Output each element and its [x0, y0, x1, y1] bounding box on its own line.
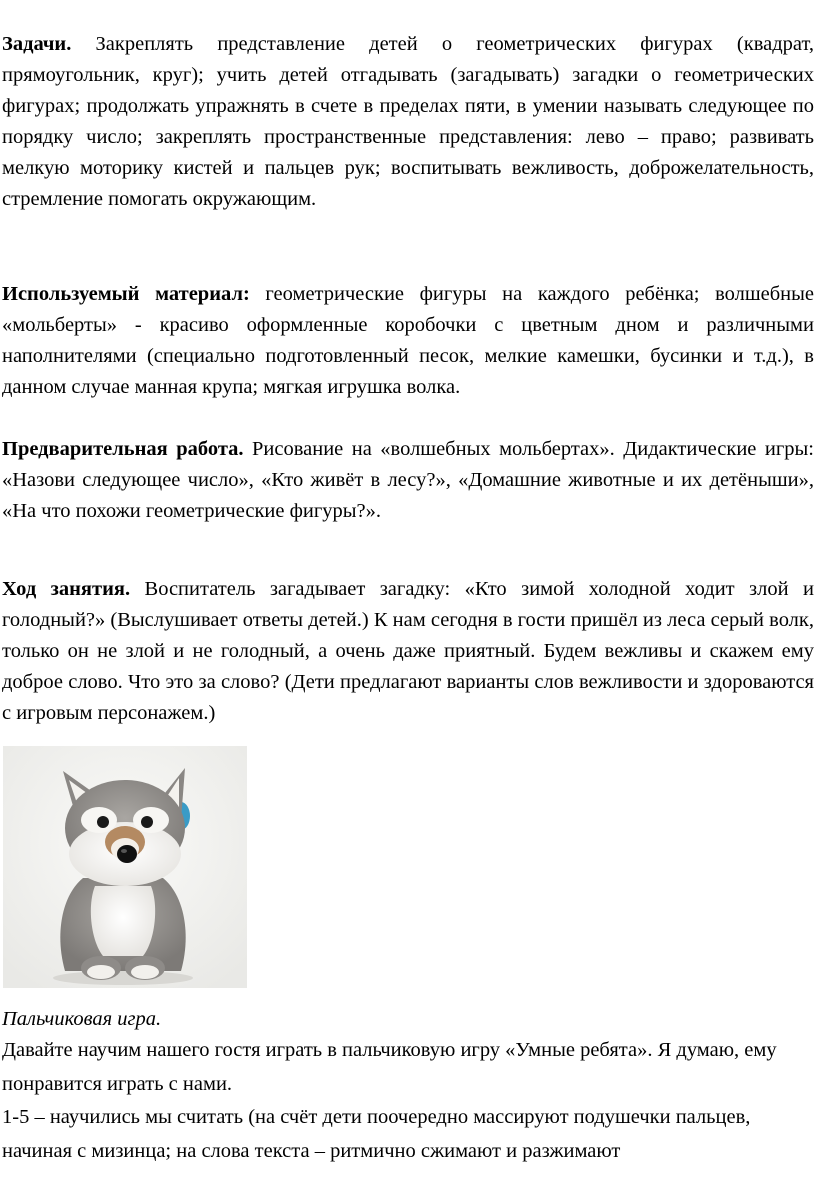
material-text: геометрические фигуры на каждого ребёнка; волшебные «мольберты» - красиво оформленные коробочки с цветным дном и различными наполнителями (специально подготовленный песок, мелкие камешки, бусинки и т.д.), в данном случае манная крупа; мягкая игрушка волка. [2, 283, 814, 398]
preliminary-text: Рисование на «волшебных мольбертах». Дидактические игры: «Назови следующее число», «Кто живёт в лесу?», «Домашние животные и их детёныши», «На что похожи геометрические фигуры?». [2, 438, 814, 522]
wolf-toy-photo [3, 746, 247, 988]
tasks-heading: Задачи. [2, 33, 72, 55]
paragraph-lesson [2, 574, 814, 729]
finger-game-caption: Пальчиковая игра. [2, 1008, 162, 1030]
material-heading: Используемый материал: [2, 283, 250, 305]
game-intro-text: Давайте научим нашего гостя играть в пальчиковую игру «Умные ребята». Я думаю, ему понравится играть с нами. [2, 1039, 777, 1095]
paragraph-material [2, 279, 814, 403]
game-line-text: 1-5 – научились мы считать (на счёт дети поочередно массируют подушечки пальцев, начиная с мизинца; на слова текста – ритмично сжимают и разжимают [2, 1106, 751, 1162]
lesson-text: Воспитатель загадывает загадку: «Кто зимой холодной ходит злой и голодный?» (Выслушивает ответы детей.) К нам сегодня в гости пришёл из леса серый волк, только он не злой и не голодный, а очень даже приятный. Будем вежливы и скажем ему доброе слово. Что это за слово? (Дети предлагают варианты слов вежливости и здороваются с игровым персонажем.) [2, 578, 814, 724]
preliminary-heading: Предварительная работа. [2, 438, 244, 460]
lesson-heading: Ход занятия. [2, 578, 131, 600]
paragraph-tasks [2, 29, 814, 215]
paragraph-preliminary [2, 434, 814, 527]
tasks-text: Закреплять представление детей о геометрических фигурах (квадрат, прямоугольник, круг); учить детей отгадывать (загадывать) загадки о геометрических фигурах; продолжать упражнять в счете в пределах пяти, в умении называть следующее по порядку число; закреплять пространственные представления: лево – право; развивать мелкую моторику кистей и пальцев рук; воспитывать вежливость, доброжелательность, стремление помогать окружающим. [2, 33, 814, 210]
plush-wolf-toy-icon [3, 746, 247, 988]
